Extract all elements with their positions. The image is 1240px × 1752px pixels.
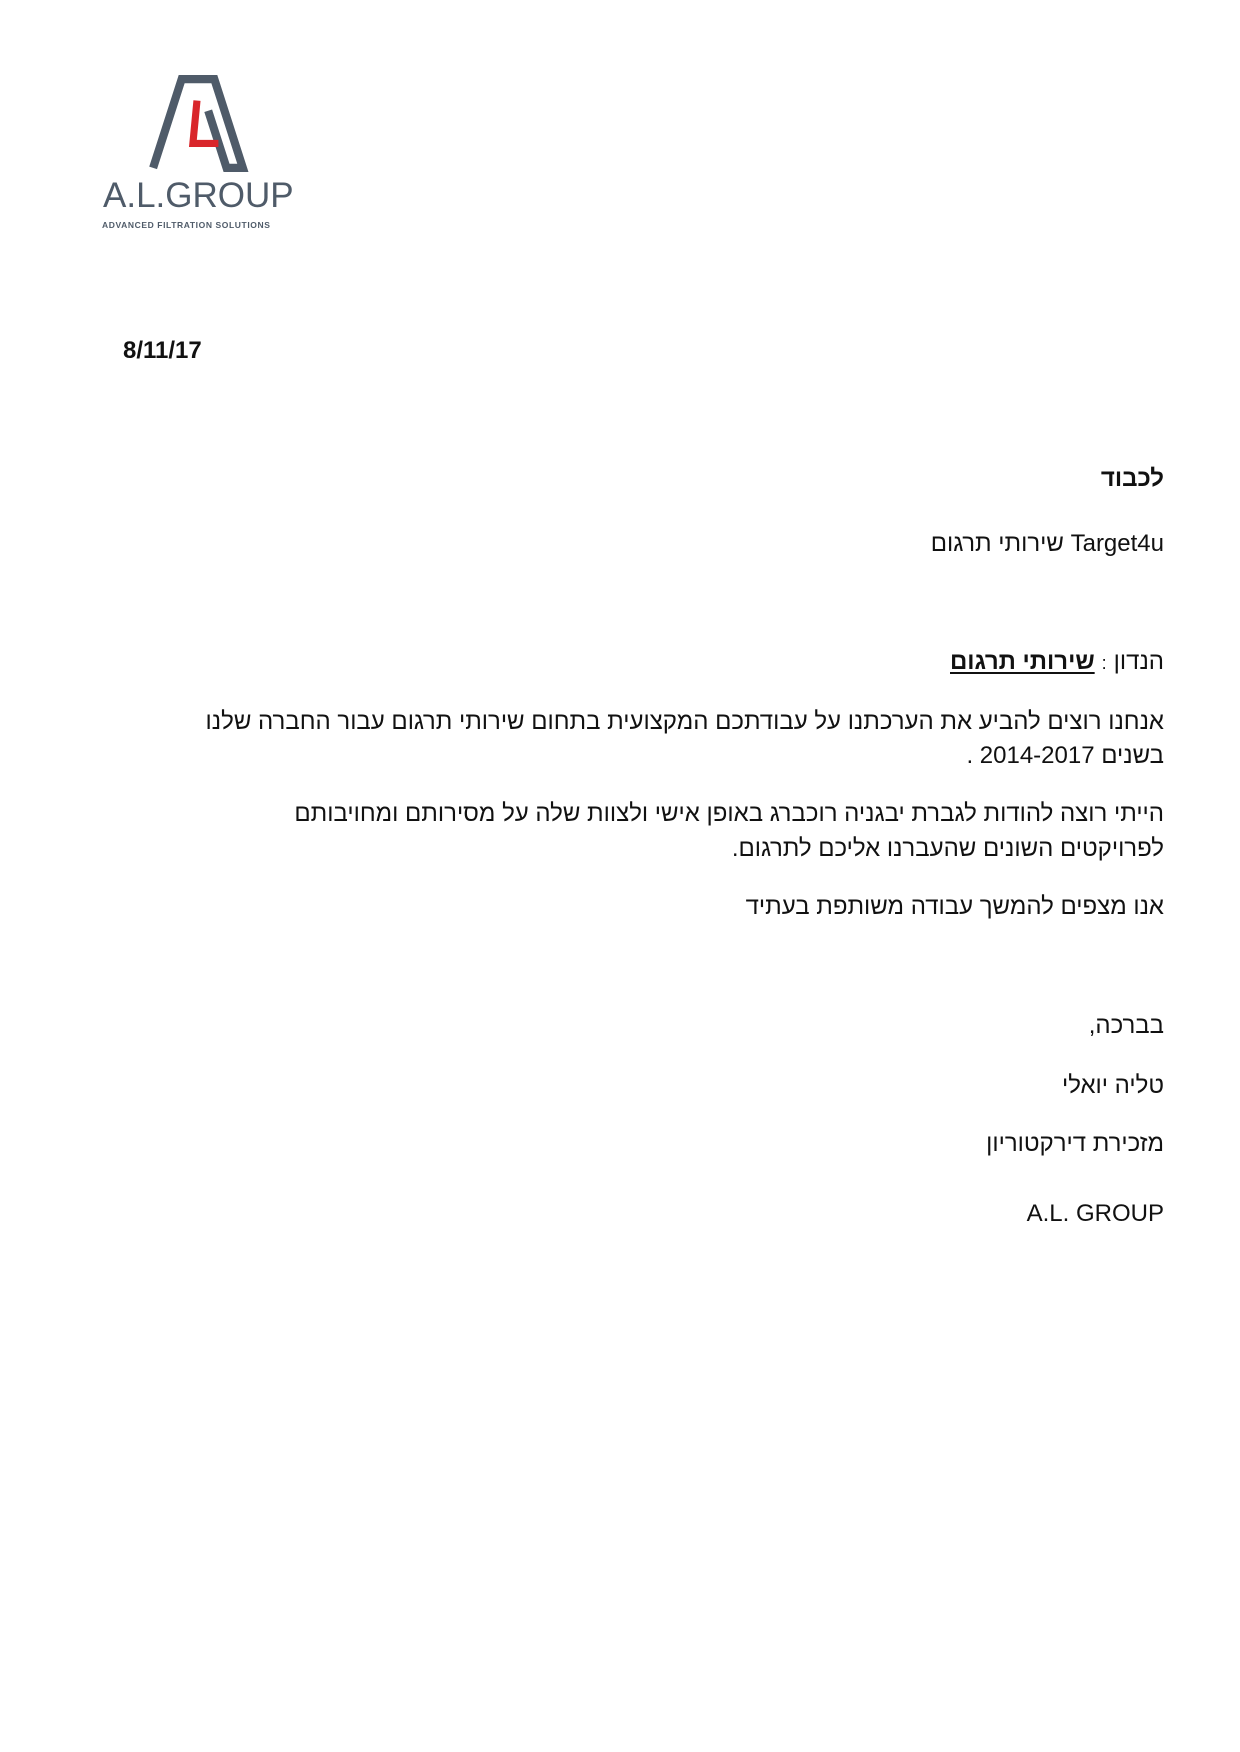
subject-value: שירותי תרגום: [950, 648, 1095, 675]
signer-company: A.L. GROUP: [1026, 1200, 1164, 1227]
salutation: לכבוד: [1100, 465, 1164, 492]
subject-separator: :: [1101, 653, 1107, 673]
signer-name: טליה יואלי: [1061, 1072, 1164, 1099]
signer-title: מזכירת דירקטוריון: [986, 1130, 1164, 1157]
company-logo-mark: [147, 74, 249, 172]
logo-wordmark: A.L.GROUP: [103, 176, 294, 215]
letter-date: 8/11/17: [123, 337, 202, 364]
paragraph-2-line-2: לפרויקטים השונים שהעברנו אליכם לתרגום.: [731, 835, 1164, 862]
paragraph-2-line-1: הייתי רוצה להודות לגברת יבגניה רוכברג באופן אישי ולצוות שלה על מסירותם ומחויבותם: [294, 800, 1164, 827]
subject-line: [950, 647, 1164, 678]
paragraph-3: אנו מצפים להמשך עבודה משותפת בעתיד: [745, 893, 1164, 920]
closing-greeting: בברכה,: [1088, 1012, 1164, 1039]
paragraph-1-line-2: בשנים 2014-2017 .: [966, 742, 1164, 769]
paragraph-1-line-1: אנחנו רוצים להביע את הערכתנו על עבודתכם המקצועית בתחום שירותי תרגום עבור החברה שלנו: [205, 708, 1164, 735]
logo-tagline: ADVANCED FILTRATION SOLUTIONS: [102, 220, 271, 230]
subject-label: הנדון: [1113, 648, 1164, 675]
recipient-name: Target4u שירותי תרגום: [930, 530, 1164, 557]
